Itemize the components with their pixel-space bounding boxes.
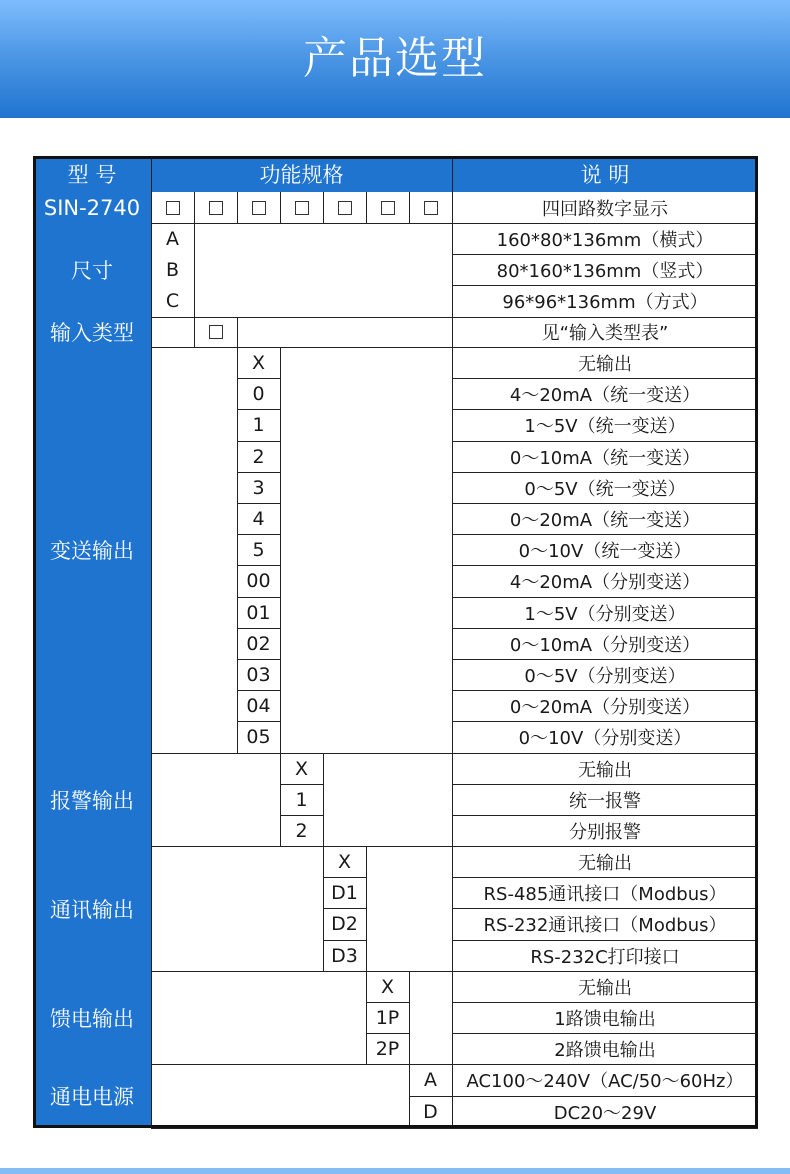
transmit_output-code-2-text: 1 bbox=[252, 414, 265, 436]
header-model-text: 型 号 bbox=[67, 163, 117, 187]
comm_output-code-0-text: X bbox=[337, 850, 352, 873]
feed_output-code-2-text: 2P bbox=[375, 1037, 400, 1060]
comm_output-code-1-text: D1 bbox=[331, 881, 358, 904]
feed_output-desc-1-text: 1路馈电输出 bbox=[554, 1008, 656, 1030]
grid-line bbox=[151, 1128, 758, 1129]
transmit_output-desc-3-text: 0～10mA（统一变送） bbox=[509, 447, 701, 469]
alarm_output-desc-2-text: 分别报警 bbox=[569, 821, 641, 843]
comm_output-desc-0-text: 无输出 bbox=[578, 852, 632, 874]
comm_output-desc-1-text: RS-485通讯接口（Modbus） bbox=[483, 883, 727, 905]
alarm_output-code-0-text: X bbox=[294, 757, 309, 780]
header-spec-text: 功能规格 bbox=[259, 163, 344, 187]
size-desc-1-text: 80*160*136mm（竖式） bbox=[496, 260, 714, 282]
transmit_output-label-text: 变送输出 bbox=[50, 539, 134, 563]
transmit_output-code-0-text: X bbox=[251, 351, 266, 374]
alarm_output-code-2-text: 2 bbox=[295, 819, 308, 842]
transmit_output-desc-11-text: 0～20mA（分别变送） bbox=[509, 696, 701, 718]
model-desc-text: 四回路数字显示 bbox=[542, 198, 668, 220]
alarm_output-desc-0-text: 无输出 bbox=[578, 759, 632, 781]
feed_output-code-0-text: X bbox=[380, 975, 395, 998]
bottom-divider bbox=[0, 1168, 790, 1174]
transmit_output-code-12-text: 05 bbox=[246, 726, 271, 748]
power-desc-1-text: DC20～29V bbox=[553, 1103, 657, 1124]
transmit_output-desc-5-text: 0～20mA（统一变送） bbox=[509, 509, 701, 531]
transmit_output-desc-6-text: 0～10V（统一变送） bbox=[518, 540, 692, 562]
alarm_output-label-text: 报警输出 bbox=[50, 788, 134, 813]
power-code-1-text: D bbox=[423, 1101, 438, 1123]
comm_output-desc-3-text: RS-232C打印接口 bbox=[530, 946, 680, 968]
transmit_output-desc-12-text: 0～10V（分别变送） bbox=[518, 728, 692, 749]
comm_output-code-2-text: D2 bbox=[331, 913, 358, 935]
size-code-1-text: B bbox=[165, 258, 180, 281]
transmit_output-desc-2-text: 1～5V（统一变送） bbox=[524, 416, 686, 437]
feed_output-desc-0-text: 无输出 bbox=[578, 977, 632, 999]
power-desc-0-text: AC100～240V（AC/50～60Hz） bbox=[466, 1071, 744, 1092]
model-number-text: SIN-2740 bbox=[43, 195, 141, 220]
transmit_output-desc-8-text: 1～5V（分别变送） bbox=[524, 603, 686, 625]
transmit_output-desc-0-text: 无输出 bbox=[578, 353, 632, 375]
feed_output-desc-2-text: 2路馈电输出 bbox=[554, 1039, 656, 1061]
header-desc-text: 说 明 bbox=[580, 163, 630, 187]
power-code-0-text: A bbox=[424, 1069, 437, 1091]
transmit_output-desc-4-text: 0～5V（统一变送） bbox=[524, 478, 686, 500]
size-desc-2-text: 96*96*136mm（方式） bbox=[502, 292, 708, 313]
transmit_output-code-1-text: 0 bbox=[252, 382, 265, 405]
transmit_output-code-7-text: 00 bbox=[246, 570, 271, 592]
table-frame bbox=[33, 156, 758, 1128]
transmit_output-code-10-text: 03 bbox=[246, 663, 271, 686]
feed_output-code-1-text: 1P bbox=[375, 1006, 400, 1029]
size-code-0-text: A bbox=[166, 227, 179, 250]
transmit_output-code-3-text: 2 bbox=[252, 445, 265, 468]
feed_output-label-text: 馈电输出 bbox=[50, 1006, 134, 1031]
comm_output-desc-2-text: RS-232通讯接口（Modbus） bbox=[483, 915, 727, 936]
transmit_output-desc-10-text: 0～5V（分别变送） bbox=[524, 665, 686, 687]
transmit_output-desc-1-text: 4～20mA（统一变送） bbox=[509, 384, 701, 406]
alarm_output-code-1-text: 1 bbox=[295, 788, 308, 811]
input-type-label-text: 输入类型 bbox=[50, 321, 134, 345]
transmit_output-desc-7-text: 4～20mA（分别变送） bbox=[509, 572, 701, 593]
transmit_output-desc-9-text: 0～10mA（分别变送） bbox=[509, 634, 701, 656]
comm_output-code-3-text: D3 bbox=[331, 944, 358, 967]
power-label-text: 通电电源 bbox=[50, 1085, 134, 1109]
alarm_output-desc-1-text: 统一报警 bbox=[569, 790, 641, 812]
page-title: 产品选型 bbox=[303, 33, 487, 84]
transmit_output-code-4-text: 3 bbox=[252, 476, 265, 499]
input-type-desc-text: 见“输入类型表” bbox=[541, 323, 669, 344]
size-desc-0-text: 160*80*136mm（横式） bbox=[496, 229, 714, 251]
size-code-2-text: C bbox=[165, 290, 180, 312]
comm_output-label-text: 通讯输出 bbox=[50, 897, 134, 922]
transmit_output-code-5-text: 4 bbox=[252, 507, 265, 530]
size-label-text: 尺寸 bbox=[71, 259, 113, 283]
transmit_output-code-9-text: 02 bbox=[246, 632, 271, 655]
transmit_output-code-11-text: 04 bbox=[246, 694, 271, 717]
transmit_output-code-8-text: 01 bbox=[246, 601, 271, 624]
transmit_output-code-6-text: 5 bbox=[252, 538, 265, 561]
